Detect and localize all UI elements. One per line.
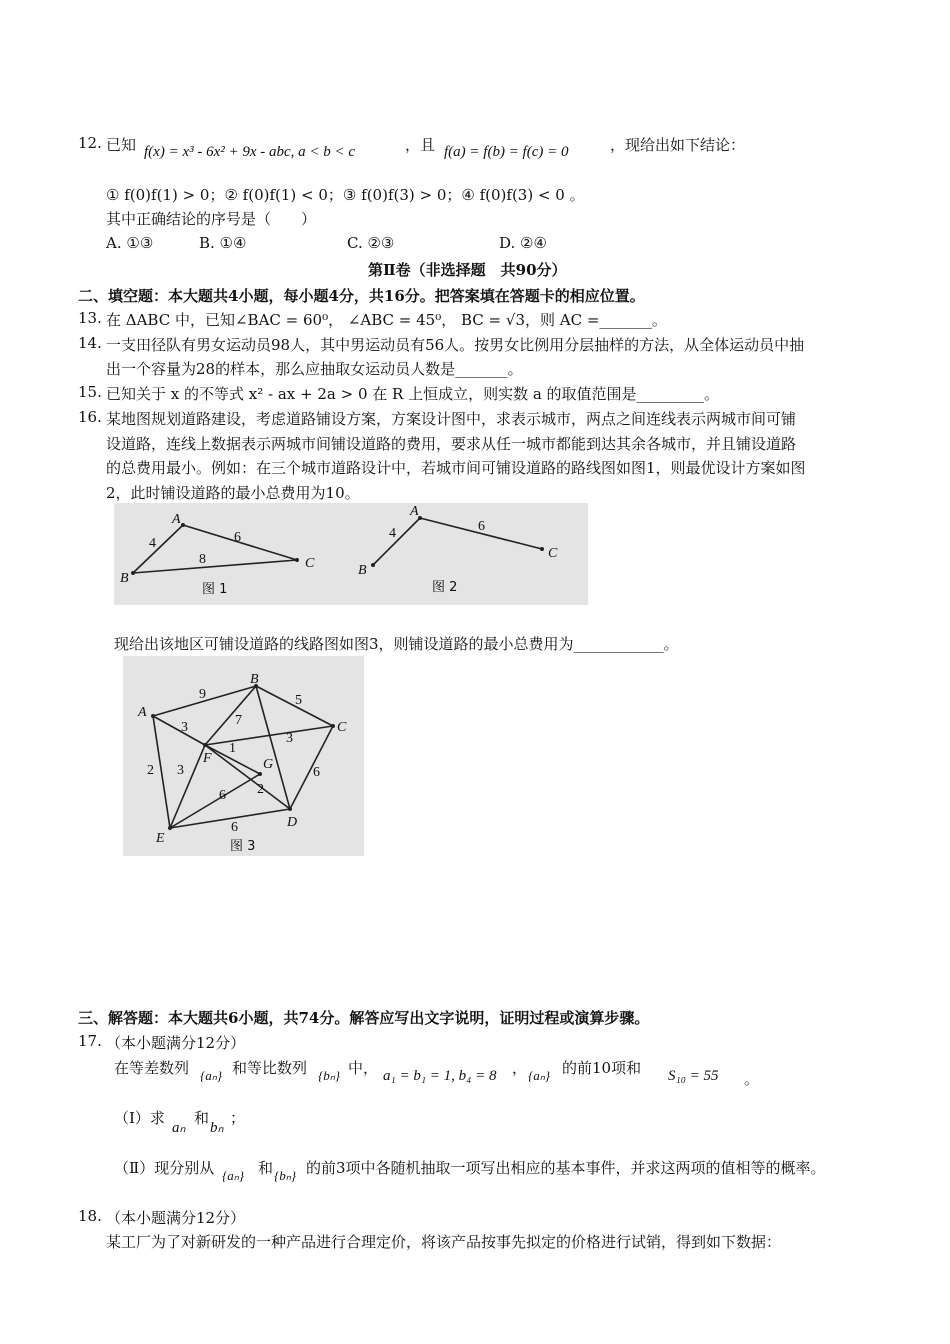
fig3-weight-fe: 3 bbox=[177, 763, 184, 778]
fig3-weight-cd: 6 bbox=[313, 765, 320, 780]
fig1-weight-bc: 8 bbox=[199, 552, 206, 567]
q14-number: 14. bbox=[78, 334, 102, 352]
fig3-weight-fg: 1 bbox=[229, 741, 236, 756]
fig3-label-b: B bbox=[250, 672, 259, 687]
fig3-caption: 图 3 bbox=[230, 839, 256, 854]
q17-part1-an: aₙ bbox=[172, 1120, 186, 1136]
fig3-edge-cf bbox=[205, 726, 333, 745]
q17-part1-end: ； bbox=[230, 1109, 246, 1127]
fig3-edge-af bbox=[153, 716, 205, 745]
q12-option-d: D. ②④ bbox=[499, 234, 547, 252]
q17-text-d: ， bbox=[512, 1059, 528, 1077]
fig3-label-a: A bbox=[138, 705, 147, 720]
q13-text: 在 ΔABC 中，已知∠BAC = 60⁰， ∠ABC = 45⁰， BC = √3，则 AC =_______。 bbox=[106, 311, 667, 329]
q17-part2-a: （Ⅱ）现分别从 bbox=[114, 1159, 215, 1177]
q17-text-a: 在等差数列 bbox=[114, 1059, 190, 1077]
fig3-edge-ae bbox=[153, 716, 170, 828]
section3-heading: 三、解答题：本大题共6小题，共74分。解答应写出文字说明，证明过程或演算步骤。 bbox=[78, 1009, 650, 1027]
q17-text-c: 中， bbox=[348, 1059, 379, 1077]
fig3-weight-bf: 7 bbox=[235, 713, 242, 728]
fig3-label-g: G bbox=[263, 757, 274, 772]
fig3-weight-eg: 6 bbox=[219, 788, 226, 803]
q18-text: 某工厂为了对新研发的一种产品进行合理定价，将该产品按事先拟定的价格进行试销，得到如下数据： bbox=[106, 1233, 782, 1251]
fig3-edge-cd bbox=[290, 726, 333, 809]
figure-3 bbox=[123, 656, 364, 856]
q17-part1-and: 和 bbox=[194, 1109, 210, 1127]
fig1-edge-ab bbox=[133, 525, 183, 573]
q12-option-c: C. ②③ bbox=[347, 234, 395, 252]
q13-number: 13. bbox=[78, 309, 102, 327]
q17-given: a₁ = b₁ = 1, b₄ = 8 bbox=[383, 1068, 497, 1084]
q14-line1: 一支田径队有男女运动员98人，其中男运动员有56人。按男女比例用分层抽样的方法，从全体运动员中抽 bbox=[106, 336, 805, 354]
q17-text-f: 。 bbox=[744, 1070, 760, 1088]
q16-line2: 设道路，连线上数据表示两城市间铺设道路的费用，要求从任一城市都能到达其余各城市，并且铺设道路 bbox=[106, 435, 797, 453]
q12-option-a: A. ①③ bbox=[106, 234, 154, 252]
fig3-edge-bf bbox=[205, 686, 256, 745]
q17-part2-seq-b: {bₙ} bbox=[274, 1168, 297, 1183]
fig2-label-a: A bbox=[410, 504, 419, 519]
fig1-label-a: A bbox=[172, 512, 181, 527]
q16-line1: 某地图规划道路建设，考虑道路铺设方案，方案设计图中，求表示城市，两点之间连线表示两城市间可铺 bbox=[106, 410, 797, 428]
fig3-label-d: D bbox=[287, 815, 298, 830]
q12-tail: ，现给出如下结论： bbox=[610, 136, 746, 154]
part2-title: 第Ⅱ卷（非选择题 共90分） bbox=[368, 261, 567, 279]
q17-number: 17. bbox=[78, 1032, 102, 1050]
q16-line4: 2，此时铺设道路的最小总费用为10。 bbox=[106, 484, 360, 502]
fig3-edge-fe bbox=[170, 745, 205, 828]
q17-part1-bn: bₙ bbox=[210, 1120, 224, 1136]
fig3-label-e: E bbox=[156, 831, 165, 846]
fig1-label-b: B bbox=[120, 571, 129, 586]
q17-part2-and: 和 bbox=[258, 1159, 274, 1177]
fig2-weight-ab: 4 bbox=[389, 526, 396, 541]
fig3-weight-gd: 2 bbox=[257, 782, 264, 797]
q15-number: 15. bbox=[78, 383, 102, 401]
q17-score: （本小题满分12分） bbox=[106, 1034, 246, 1052]
q12-and: ，且 bbox=[405, 136, 436, 154]
q16-line3: 的总费用最小。例如：在三个城市道路设计中，若城市间可铺设道路的路线图如图1，则最优设计方案如图 bbox=[106, 459, 806, 477]
q12-option-b: B. ①④ bbox=[199, 234, 247, 252]
q12-function: f(x) = x³ - 6x² + 9x - abc, a < b < c bbox=[144, 144, 356, 160]
fig3-label-c: C bbox=[337, 720, 347, 735]
q18-number: 18. bbox=[78, 1207, 102, 1225]
q18-score: （本小题满分12分） bbox=[106, 1209, 246, 1227]
fig3-weight-ae: 2 bbox=[147, 763, 154, 778]
q12-number: 12. bbox=[78, 134, 102, 152]
figure-1-2 bbox=[114, 503, 588, 605]
fig2-label-c: C bbox=[548, 546, 558, 561]
fig2-weight-ac: 6 bbox=[478, 519, 485, 534]
fig3-weight-ed: 6 bbox=[231, 820, 238, 835]
fig1-weight-ac: 6 bbox=[234, 530, 241, 545]
fig1-label-c: C bbox=[305, 556, 315, 571]
fig3-edge-ge bbox=[170, 774, 260, 828]
q17-part2-b: 的前3项中各随机抽取一项写出相应的基本事件，并求这两项的值相等的概率。 bbox=[306, 1159, 826, 1177]
q16-number: 16. bbox=[78, 408, 102, 426]
fig3-weight-gc: 3 bbox=[286, 731, 293, 746]
q15-text: 已知关于 x 的不等式 x² - ax + 2a > 0 在 R 上恒成立，则实数 a 的取值范围是_________。 bbox=[106, 385, 720, 403]
q12-intro: 已知 bbox=[106, 136, 137, 154]
q12-statements: ① f(0)f(1) > 0；② f(0)f(1) < 0；③ f(0)f(3) > 0；④ f(0)f(3) < 0 。 bbox=[106, 186, 585, 204]
q17-part1-a: （Ⅰ）求 bbox=[114, 1109, 165, 1127]
q17-part2-seq-a: {aₙ} bbox=[222, 1168, 245, 1183]
section2-heading: 二、填空题：本大题共4小题，每小题4分，共16分。把答案填在答题卡的相应位置。 bbox=[78, 287, 645, 305]
q17-text-b: 和等比数列 bbox=[232, 1059, 308, 1077]
fig2-label-b: B bbox=[358, 563, 367, 578]
q17-seq-a: {aₙ} bbox=[200, 1068, 223, 1083]
q12-question: 其中正确结论的序号是（ ） bbox=[106, 210, 317, 228]
q17-sum: S₁₀ = 55 bbox=[668, 1068, 719, 1084]
fig3-weight-bc: 5 bbox=[295, 693, 302, 708]
q14-line2: 出一个容量为28的样本，那么应抽取女运动员人数是_______。 bbox=[106, 360, 523, 378]
fig3-edge-ed bbox=[170, 809, 290, 828]
fig3-weight-ab: 9 bbox=[199, 687, 206, 702]
q17-text-e: 的前10项和 bbox=[562, 1059, 642, 1077]
fig1-edge-bc bbox=[133, 560, 297, 573]
q16-after: 现给出该地区可铺设道路的线路图如图3，则铺设道路的最小总费用为____________。 bbox=[114, 635, 679, 653]
fig3-weight-af: 3 bbox=[181, 720, 188, 735]
q17-seq-a-2: {aₙ} bbox=[528, 1068, 551, 1083]
q17-seq-b: {bₙ} bbox=[318, 1068, 341, 1083]
fig2-caption: 图 2 bbox=[432, 580, 458, 595]
fig3-label-f: F bbox=[203, 751, 212, 766]
fig1-weight-ab: 4 bbox=[149, 536, 156, 551]
fig2-edge-ab bbox=[373, 518, 420, 565]
q12-condition: f(a) = f(b) = f(c) = 0 bbox=[444, 144, 569, 160]
fig1-caption: 图 1 bbox=[202, 582, 228, 597]
